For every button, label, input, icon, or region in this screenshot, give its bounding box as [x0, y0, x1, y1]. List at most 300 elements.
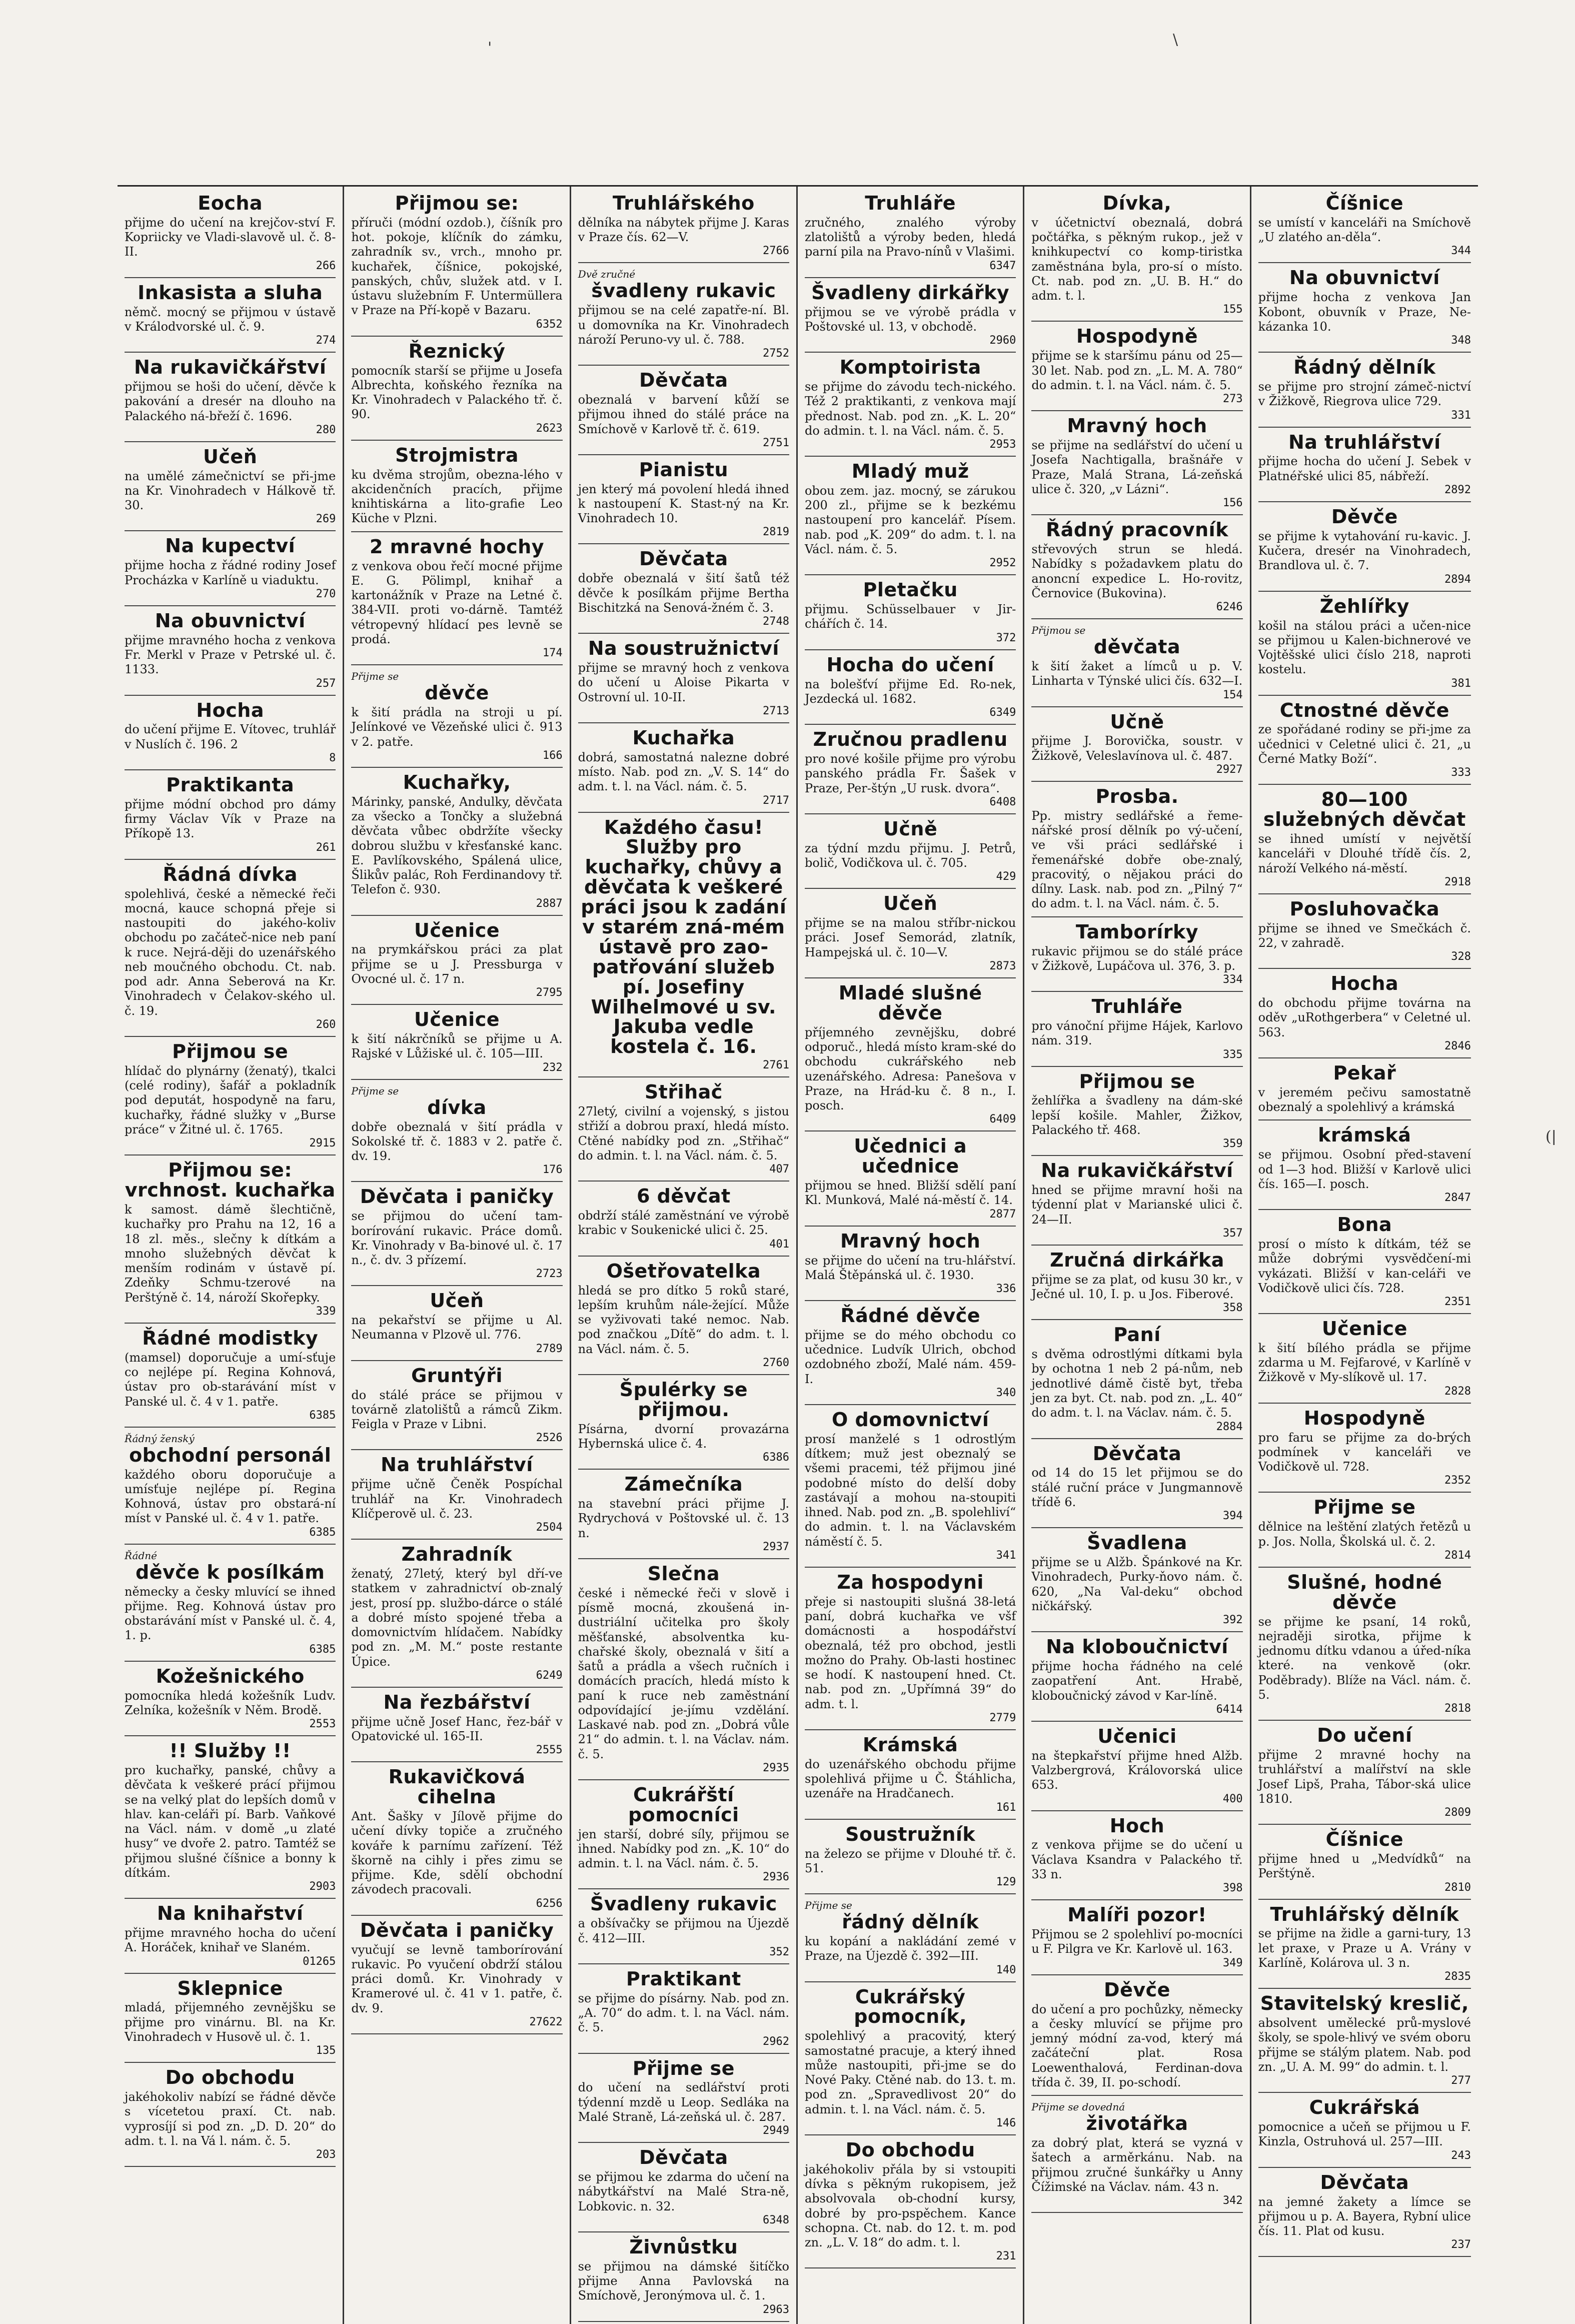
- ad-number: 270: [316, 587, 336, 600]
- classified-ad: [1258, 1827, 1471, 1899]
- ad-number: 2937: [763, 1540, 789, 1553]
- ad-heading: Na obuvnictví: [155, 609, 306, 632]
- ad-heading: Číšnice: [1325, 192, 1404, 214]
- ad-heading: Učeň: [203, 445, 258, 468]
- ad-heading: Gruntýři: [411, 1364, 503, 1387]
- ad-text: dobrá, samostatná nalezne dobré místo. Nab. pod zn. „V. S. 14“ do adm. t. l. na Václ. nám. č. 5.: [578, 750, 789, 794]
- ad-text: mladá, přijemného zevnějšku se přijme pro vinárnu. Bl. na Kr. Vinohradech v Husově ul. č. 1.: [125, 2000, 336, 2044]
- classified-ad: [1258, 971, 1471, 1058]
- classified-ad: [578, 191, 789, 263]
- ad-text: spolehlivý a pracovitý, který samostatné pracuje, a který ihned může nastoupiti, při-jme se do Nové Paky. Ctěné nab. do 13. t. m. pod zn. „Spravedlivost 20“ do admin. t. l. na Václ. nám. č. 5.: [805, 2029, 1016, 2116]
- classified-ad: [125, 191, 336, 278]
- ad-text: české i německé řeči v slově i písmě mocná, zkoušená in-dustriální učitelka pro školy měšťanské, absolventka ku-chařské školy, obeznalá v šití a šatů a prádla a všech ručních i domácích pracích, hledá místo k paní k ruce neb zaměstnání odpovídající je-jímu vzdělání. Laskavé nab. pod zn. „Dobrá vůle 21“ do admin. t. l. na Václav. nám. č. 5.: [578, 1586, 789, 1761]
- ad-number: 358: [1222, 1302, 1243, 1315]
- ad-heading: Řádné děvče: [840, 1305, 981, 1327]
- ad-heading: Zručnou pradlenu: [813, 728, 1008, 751]
- ad-text: na bolešťví přijme Ed. Ro-nek, Jezdecká ul. 1682.: [805, 677, 1016, 706]
- ad-heading: O domovnictví: [831, 1408, 989, 1431]
- classified-ad: [805, 459, 1016, 575]
- classified-ad: [1258, 504, 1471, 592]
- ad-number: 155: [1222, 303, 1243, 316]
- ad-heading: Do obchodu: [165, 2066, 295, 2089]
- ad-heading: Posluhovačka: [1289, 897, 1440, 920]
- ad-heading: Truhlářský dělník: [1270, 1903, 1459, 1925]
- ad-column: [1024, 187, 1251, 2324]
- classified-ad: [805, 577, 1016, 650]
- ad-number: 372: [996, 631, 1016, 644]
- ad-heading: Přijmou se: [1079, 1070, 1195, 1092]
- classified-ad: [1031, 784, 1242, 917]
- ad-heading: Ctnostné děvče: [1279, 699, 1449, 721]
- ad-text: k šití prádla na stroji u pí. Jelínkové ve Vězeňské ulici č. 913 v 2. patře.: [351, 705, 563, 749]
- ad-number: 6347: [989, 259, 1016, 272]
- classified-ad: [125, 355, 336, 442]
- ad-text: pro faru se přijme za do-brých podmínek v kanceláři ve Vodičkově ul. 728.: [1258, 1430, 1471, 1474]
- ad-heading: Žehlířky: [1319, 595, 1409, 617]
- ad-number: 2717: [763, 794, 789, 807]
- ad-heading: Cukrářská: [1309, 2096, 1420, 2119]
- ad-number: 154: [1222, 688, 1243, 701]
- ad-number: 2887: [536, 897, 563, 910]
- ad-number: 2555: [536, 1744, 563, 1757]
- ad-number: 2748: [763, 615, 789, 628]
- ad-text: přijme 2 mravné hochy na truhlářství a malířství na skle Josef Lipš, Praha, Tábor-ská ulice 1810.: [1258, 1748, 1471, 1806]
- ad-heading: Děvčata: [1320, 2171, 1409, 2193]
- ad-heading: Špulérky se přijmou.: [619, 1378, 748, 1421]
- ad-heading: Stavitelský kreslič,: [1260, 1992, 1469, 2015]
- ad-heading: Na rukavičkářství: [1041, 1159, 1233, 1182]
- ad-number: 232: [542, 1061, 563, 1074]
- ad-heading: Střihač: [644, 1081, 723, 1103]
- ad-number: 429: [996, 870, 1016, 883]
- ad-number: 2810: [1444, 1881, 1471, 1894]
- ad-number: 2526: [536, 1432, 563, 1445]
- ad-text: Pp. mistry sedlářské a řeme-nářské prosí dělník po vý-učení, ve vši práci sedlářské i řemenářské dobře obe-znalý, pracovitý, o nějakou práci do dílny. Lask. nab. pod zn. „Pilný 7“ do adm. t. l. na Václ. nám. č. 5.: [1031, 808, 1243, 911]
- classified-ad: [125, 1738, 336, 1899]
- ad-heading: Přijmou se: vrchnost. kuchařka: [125, 1159, 336, 1202]
- ad-text: každého oboru doporučuje a umísťuje nejlépe pí. Regina Kohnová, ústav pro obstará-ní míst v Panské ul. č. 4 v 1. patře.: [125, 1467, 336, 1526]
- ad-heading: Řeznický: [408, 340, 506, 362]
- ad-heading: Hocha: [196, 699, 264, 721]
- ad-number: 344: [1451, 245, 1471, 258]
- ad-number: 129: [996, 1876, 1016, 1889]
- classified-ad: [578, 1472, 789, 1559]
- classified-ad: [125, 1039, 336, 1155]
- classified-ad: [351, 918, 562, 1005]
- ad-heading: Mladé slušné děvče: [838, 981, 982, 1024]
- ad-heading: Na řezbářství: [383, 1691, 531, 1713]
- ad-heading: Truhláře: [1091, 995, 1183, 1018]
- ad-heading: Soustružník: [845, 1823, 976, 1845]
- ad-heading: Rukavičková cihelna: [388, 1766, 526, 1808]
- ad-text: do učení přijme E. Vítovec, truhlář v Nuslích č. 196. 2: [125, 722, 336, 751]
- ad-heading: Hocha do učení: [826, 653, 994, 676]
- ad-number: 349: [1222, 1956, 1243, 1969]
- ad-number: 2504: [536, 1521, 563, 1534]
- ad-heading: Děvčata: [639, 548, 728, 570]
- ad-number: 2952: [989, 557, 1016, 570]
- ad-text: se přijmou do učení tam-borírování rukavic. Práce domů. Kr. Vinohrady v Ba-binové ul. č. 17 n., č. dv. 3 přízemí.: [351, 1209, 563, 1268]
- ad-text: přijme se k staršímu pánu od 25—30 let. Nab. pod zn. „L. M. A. 780“ do admin. t. l. na Václ. nám. č. 5.: [1031, 349, 1243, 392]
- classified-ad: [351, 667, 562, 768]
- ad-number: 2351: [1444, 1296, 1471, 1309]
- ad-text: přijme se mravný hoch z venkova do učení u Aloise Pikarta v Ostrovní ul. 10-II.: [578, 661, 789, 704]
- ad-heading: Komptoirista: [839, 356, 981, 379]
- classified-ad: [125, 1976, 336, 2063]
- ad-text: prosí o místo k dítkám, též se může dobrými vysvědčení-mi vykázati. Bližší v kan-celáři ve Vodičkově ulici čís. 728.: [1258, 1237, 1471, 1295]
- ad-heading: Řádná dívka: [163, 863, 298, 885]
- ad-text: ze spořádané rodiny se při-jme za učednici v Celetné ulici č. 21, „u Černé Matky Boží“.: [1258, 722, 1471, 766]
- ad-text: příruči (módní ozdob.), číšník pro hot. pokoje, klíčník do zámku, zahradník sv., vrch., mnoho pr. kuchařek, číšnice, pokojské, panských, chův, služek atd. v I. ústavu služebním F. Untermüllera v Praze na Pří-kopě v Bazaru.: [351, 215, 563, 318]
- ad-text: se umístí v kanceláři na Smíchově „U zlatého an-děla“.: [1258, 215, 1471, 245]
- classified-ad: [125, 2065, 336, 2167]
- ad-number: 140: [996, 1963, 1016, 1976]
- ad-text: přijme se u Alžb. Špánkové na Kr. Vinohradech, Purky-ňovo nám. č. 620, „Na Val-deku“ obchod ničkářský.: [1031, 1555, 1243, 1613]
- classified-ad: [1258, 265, 1471, 353]
- ad-heading: Řádný dělník: [1293, 356, 1436, 379]
- classified-ad: [1258, 2170, 1471, 2257]
- ad-text: v účetnictví obeznalá, dobrá počtářka, s pěkným rukop., jež v knihkupectví co komp-tiristka zaměstnána byla, pro-sí o místo. Ct. nab. pod zn. „U. B. H.“ do adm. t. l.: [1031, 215, 1243, 303]
- ad-text: na pekařství se přijme u Al. Neumanna v Plzově ul. 776.: [351, 1313, 563, 1342]
- classified-ad: [805, 355, 1016, 457]
- classified-ad: [805, 1822, 1016, 1894]
- classified-ad: [351, 1918, 562, 2034]
- ad-number: 2623: [536, 422, 563, 435]
- ad-prefix: Řádné: [125, 1549, 157, 1562]
- ad-text: a obšívačky se přijmou na Újezdě č. 412—III.: [578, 1916, 789, 1945]
- ad-heading: Krámská: [862, 1734, 958, 1756]
- ad-heading: Cukrářský pomocník,: [854, 1985, 967, 2028]
- ad-number: 348: [1451, 334, 1471, 347]
- ad-text: přijme J. Borovička, soustr. v Žižkově, Veleslavínova ul. č. 487.: [1031, 734, 1243, 763]
- classified-ad: [351, 1184, 562, 1286]
- ad-heading: Eocha: [198, 192, 263, 214]
- ad-heading: Děvčata: [639, 369, 728, 392]
- classified-ad: [1258, 355, 1471, 427]
- classified-ad: [351, 534, 562, 665]
- classified-ad: [805, 980, 1016, 1131]
- ad-text: pro kuchařky, panské, chůvy a děvčata k veškeré prácí přijmou se na velký plat do lepších domů v hlav. kan-celáři pí. Barb. Vaňkové na Václ. nám. v domě „u zlaté husy“ ve dvoře 2. patro. Tamtéž se přijmou slušné číšnice a bonny k dítkám.: [125, 1763, 336, 1880]
- classified-ad: [805, 280, 1016, 353]
- classified-ad: [805, 727, 1016, 814]
- classified-ad: [578, 2145, 789, 2232]
- ad-heading: švadleny rukavic: [591, 280, 776, 302]
- ad-text: přijme se do mého obchodu co učednice. Ludvík Ulrich, obchod ozdobného zboží, Malé nám. 459-I.: [805, 1328, 1016, 1386]
- ad-text: se přijme na sedlářství do učení u Josefa Nachtigalla, brašnáře v Praze, Malá Strana, Lá-zeňská ulice č. 320, „v Lázni“.: [1031, 438, 1243, 496]
- ad-number: 8: [329, 752, 336, 765]
- ad-heading: dívka: [427, 1096, 487, 1118]
- ad-number: 2352: [1444, 1474, 1471, 1487]
- ad-heading: Malíři pozor!: [1067, 1904, 1207, 1926]
- ad-number: 261: [316, 841, 336, 854]
- ad-number: 2713: [763, 704, 789, 717]
- ad-number: 340: [996, 1386, 1016, 1399]
- classified-ad: [578, 1259, 789, 1375]
- classified-ad: [1031, 1902, 1242, 1975]
- ad-text: do obchodu přijme továrna na oděv „uRothgerbera“ v Celetné ul. 563.: [1258, 996, 1471, 1039]
- classified-ad: [578, 2234, 789, 2322]
- ad-heading: Ošetřovatelka: [606, 1260, 761, 1282]
- ad-text: pomocníka hledá kožešník Ludv. Zelníka, kožešník v Něm. Brodě.: [125, 1688, 336, 1717]
- ad-text: přijmou se hoši do učení, děvče k pakování a dresér na dlouho na Palackého ná-břeží č. 1696.: [125, 380, 336, 423]
- ad-number: 01265: [303, 1955, 336, 1968]
- classified-ad: [125, 533, 336, 606]
- classified-ad: [805, 191, 1016, 278]
- ad-number: 2915: [309, 1137, 336, 1150]
- ad-text: se přijme do písárny. Nab. pod zn. „A. 70“ do adm. t. l. na Václ. nám. č. 5.: [578, 1991, 789, 2035]
- ad-text: od 14 do 15 let přijmou se do stálé ruční práce v Jungmannově třídě 6.: [1031, 1466, 1243, 1509]
- ad-text: hledá se pro dítko 5 roků staré, lepším kruhům nále-žející. Může se vyživovati také nemoc. Nab. pod značkou „Dítě“ do adm. t. l. na Václ. nám. č. 5.: [578, 1283, 789, 1356]
- ad-heading: Kuchařka: [632, 726, 735, 749]
- ad-heading: Na truhlářství: [381, 1454, 533, 1476]
- ad-number: 2963: [763, 2303, 789, 2316]
- ad-text: se přijmou ke zdarma do učení na nábytkářství na Malé Stra-ně, Lobkovic. n. 32.: [578, 2170, 789, 2213]
- ad-heading: Sklepnice: [177, 1977, 283, 1999]
- ad-heading: Zahradník: [401, 1543, 513, 1566]
- ad-number: 6408: [989, 795, 1016, 808]
- ad-heading: Hocha: [1330, 972, 1399, 995]
- classified-ad: [1031, 994, 1242, 1066]
- ad-heading: Přijme se: [632, 2057, 735, 2079]
- ad-number: 6385: [309, 1643, 336, 1656]
- ad-number: 6249: [536, 1669, 563, 1682]
- classified-ad: [578, 1184, 789, 1256]
- classified-ad: [805, 1303, 1016, 1405]
- ad-heading: Číšnice: [1325, 1828, 1404, 1851]
- ad-number: 273: [1222, 393, 1243, 406]
- classified-ad: [805, 1133, 1016, 1226]
- ad-number: 394: [1222, 1510, 1243, 1523]
- ad-number: 2936: [763, 1871, 789, 1884]
- ad-heading: Paní: [1113, 1324, 1161, 1346]
- classified-ad: [1258, 1570, 1471, 1721]
- ad-heading: Praktikanta: [166, 774, 295, 796]
- ad-heading: Děvče: [1104, 1978, 1170, 2001]
- ad-text: k šití nákrčníků se přijme u A. Rajské v Lůžiské ul. č. 105—III.: [351, 1032, 563, 1061]
- ad-text: na prymkářskou práci za plat přijme se u J. Pressburga v Ovocné ul. č. 17 n.: [351, 942, 563, 986]
- classified-ad: [351, 1690, 562, 1762]
- ad-number: 2752: [763, 347, 789, 360]
- ad-text: vyučují se levně tamborírování rukavic. Po vyučení obdrží stálou práci domů. Kr. Vinohrady v Kramerové ul. č. 41 v 1. patře, č. dv. 9.: [351, 1942, 563, 2015]
- ad-number: 2814: [1444, 1549, 1471, 1562]
- classified-ad: [351, 1764, 562, 1915]
- ad-text: rukavic přijmou se do stálé práce v Žižkově, Lupáčova ul. 376, 3. p.: [1031, 944, 1243, 973]
- ad-heading: Mladý muž: [851, 460, 969, 483]
- classified-ad: [1031, 1724, 1242, 1811]
- ad-number: 27622: [529, 2015, 563, 2028]
- ad-text: obou zem. jaz. mocný, se zárukou 200 zl., přijme se k bezkému nastoupení pro kancelář. Písem. nab. pod „K. 209“ do adm. t. l. na Václ. nám. č. 5.: [805, 483, 1016, 557]
- classified-ad: [578, 636, 789, 723]
- ad-text: přijme módní obchod pro dámy firmy Václav Vík v Praze na Příkopě 13.: [125, 797, 336, 841]
- ad-heading: Děvčata i paničky: [360, 1186, 554, 1208]
- ad-heading: Praktikant: [626, 1967, 741, 1990]
- ad-heading: Za hospodyni: [837, 1571, 984, 1593]
- ad-number: 2819: [763, 526, 789, 539]
- ad-number: 6409: [989, 1113, 1016, 1126]
- classified-ad: [578, 457, 789, 545]
- ad-text: k šití bílého prádla se přijme zdarma u M. Fejfarové, v Karlíně v Žižkově v My-slíkově ul. 17.: [1258, 1341, 1471, 1385]
- ad-column: [798, 187, 1024, 2324]
- classified-ad: [1031, 324, 1242, 411]
- ad-number: 2766: [763, 245, 789, 258]
- classified-ad: [125, 608, 336, 696]
- ad-text: k šití žaket a límců u p. V. Linharta v Týnské ulici čís. 632—I.: [1031, 659, 1243, 688]
- ad-text: z venkova přijme se do učení u Václava Ksandra v Palackého tř. 33 n.: [1031, 1838, 1243, 1881]
- ad-text: absolvent umělecké prů-myslové školy, se spole-hlivý ve svém oboru přijme se stálým platem. Nab. pod zn. „U. A. M. 99“ do admin. t. l.: [1258, 2016, 1471, 2074]
- ad-text: obdrží stálé zaměstnání ve výrobě krabic v Soukenické ulici č. 25.: [578, 1209, 789, 1238]
- ad-number: 333: [1451, 766, 1471, 779]
- ad-prefix: Dvě zručné: [578, 268, 636, 281]
- classified-ad: [351, 443, 562, 532]
- ad-heading: Řádný pracovník: [1045, 519, 1228, 541]
- classified-ad: [125, 1157, 336, 1324]
- ad-heading: Zámečníka: [624, 1473, 743, 1496]
- ad-text: pro vánoční přijme Hájek, Karlovo nám. 319.: [1031, 1018, 1243, 1048]
- classified-ad: [125, 698, 336, 770]
- ad-text: se přijme k vytahování ru-kavic. J. Kučera, dresér na Vinohradech, Brandlova ul. č. 7.: [1258, 529, 1471, 573]
- classified-ad: [351, 1007, 562, 1079]
- ad-text: zručného, znalého výroby zlatolištů a výroby beden, hledá parní pila na Pravo-nínů v Vlašimi.: [805, 215, 1016, 259]
- classified-ad: [1258, 698, 1471, 785]
- ad-heading: Učně: [1110, 710, 1164, 733]
- ad-heading: Přijmou se: [172, 1040, 289, 1062]
- ad-heading: Na rukavičkářství: [134, 356, 327, 379]
- ad-heading: Slečna: [647, 1562, 720, 1585]
- ad-text: se přijme pro strojní zámeč-nictví v Žižkově, Riegrova ulice 729.: [1258, 380, 1471, 409]
- classified-ad: [1258, 2095, 1471, 2167]
- classified-ad: [1031, 1069, 1242, 1156]
- classified-ad: [351, 770, 562, 916]
- ad-text: přijme mravného hocha z venkova Fr. Merkl v Praze v Petrské ul. č. 1133.: [125, 633, 336, 677]
- ad-number: 2751: [763, 436, 789, 449]
- ad-number: 237: [1451, 2238, 1471, 2251]
- classified-ad: [125, 772, 336, 860]
- ad-text: Písárna, dvorní provazárna Hybernská ulice č. 4.: [578, 1422, 789, 1451]
- ad-text: v jeremém pečivu samostatně obeznalý a spolehlivý a krámská: [1258, 1085, 1471, 1114]
- classified-ad: [125, 1430, 336, 1545]
- ad-heading: Každého času! Služby pro kuchařky, chůvy a děvčata k veškeré práci jsou k zadání v starém zná-mém ústavě pro zao-patřování služeb pí. Josefiny Wilhelmové u sv. Jakuba vedle kostela č. 16.: [581, 816, 787, 1058]
- ad-heading: Učeň: [430, 1290, 484, 1312]
- ad-text: přijmou se hned. Bližší sdělí paní Kl. Munková, Malé ná-městí č. 14.: [805, 1179, 1016, 1208]
- classified-ad: [351, 191, 562, 337]
- ad-text: na umělé zámečnictví se při-jme na Kr. Vinohradech v Hálkově tř. 30.: [125, 469, 336, 513]
- ad-prefix: Řádný ženský: [125, 1432, 195, 1445]
- ad-column: [118, 187, 344, 2324]
- ad-number: 176: [542, 1164, 563, 1177]
- ad-heading: Děvčata i paničky: [360, 1919, 554, 1941]
- ad-number: 2949: [763, 2124, 789, 2137]
- ad-text: německy a česky mluvící se ihned přijme. Reg. Kohnová ústav pro obstarávání míst v Panské ul. č. 4, 1. p.: [125, 1584, 336, 1643]
- ad-text: se přijmou na dámské šitíčko přijme Anna Pavlovská na Smíchově, Jeronýmova ul. č. 1.: [578, 2259, 789, 2303]
- ad-number: 280: [316, 423, 336, 436]
- ad-heading: Hospodyně: [1076, 325, 1198, 348]
- ad-text: ku dvěma strojům, obezna-lého v akcidenčních pracích, přijme knihtiskárna a lito-grafie Leo Küche v Plzni.: [351, 467, 563, 526]
- classified-ad: [578, 1561, 789, 1780]
- classified-ad: [1258, 1991, 1471, 2093]
- ad-text: pro nové košile přijme pro výrobu panského prádla Fr. Šašek v Praze, Per-štýn „U rusk. dvora“.: [805, 752, 1016, 795]
- ad-number: 2553: [309, 1718, 336, 1731]
- ad-number: 328: [1451, 950, 1471, 963]
- ad-number: 2760: [763, 1356, 789, 1369]
- ad-heading: Pekař: [1333, 1061, 1396, 1084]
- ad-heading: Kožešnického: [156, 1665, 305, 1687]
- classified-ad: [805, 1407, 1016, 1568]
- ad-text: na jemné žakety a límce se přijmou u p. A. Bayera, Rybní ulice čís. 11. Plat od kusu.: [1258, 2194, 1471, 2238]
- classified-ad: [1258, 594, 1471, 696]
- ad-text: se ihned umístí v největší kanceláři v Dlouhé třídě čís. 2, nároží Velkého ná-městí.: [1258, 832, 1471, 875]
- ad-number: 401: [769, 1238, 789, 1251]
- ad-heading: Učně: [883, 817, 938, 840]
- ad-prefix: Přijme se: [805, 1899, 852, 1912]
- ad-text: přijme hned u „Medvídků“ na Perštýně.: [1258, 1852, 1471, 1881]
- ad-text: dobře obeznalá v šití prádla v Sokolské tř. č. 1883 v 2. patře č. dv. 19.: [351, 1119, 563, 1164]
- classified-ad: [805, 1896, 1016, 1982]
- ad-heading: Švadleny rukavic: [590, 1893, 777, 1915]
- ad-text: jakéhokoliv přála by si vstoupiti dívka s pěkným rukopisem, jež absolvovala ob-chodní kursy, dobré by pro-pspěchem. Kance schopna. Ct. nab. do 12. t. m. pod zn. „L. V. 18“ do adm. t. l.: [805, 2162, 1016, 2250]
- ad-number: 407: [769, 1163, 789, 1176]
- classified-ad: [1031, 1158, 1242, 1246]
- ad-number: 2846: [1444, 1039, 1471, 1052]
- classified-ad: [125, 1326, 336, 1428]
- ad-heading: krámská: [1318, 1124, 1411, 1146]
- ad-text: do učení na sedlářství proti týdenní mzdě u Leop. Sedláka na Malé Straně, Lá-zeňská ul. č. 287.: [578, 2080, 789, 2124]
- classified-ad: [1031, 1248, 1242, 1320]
- ad-text: dělnice na leštění zlatých řetězů u p. Jos. Nolla, Školská ul. č. 2.: [1258, 1520, 1471, 1549]
- ad-number: 231: [996, 2250, 1016, 2263]
- ad-text: žehlířka a švadleny na dám-ské lepší košile. Mahler, Žižkov, Palackého tř. 468.: [1031, 1093, 1243, 1137]
- ad-heading: Zručná dirkářka: [1050, 1249, 1224, 1271]
- ad-text: do stálé práce se přijmou v továrně zlatolištů a rámců Zikm. Feigla v Praze v Libni.: [351, 1388, 563, 1432]
- classified-ad: [578, 1782, 789, 1890]
- scan-mark-top-left: ': [488, 39, 492, 57]
- ad-number: 257: [316, 677, 336, 690]
- ad-heading: 6 děvčat: [636, 1185, 731, 1208]
- classified-ad: [805, 2137, 1016, 2268]
- ad-text: na štepkařství přijme hned Alžb. Valzbergrová, Královorská ulice 653.: [1031, 1748, 1243, 1792]
- ad-number: 398: [1222, 1882, 1243, 1895]
- classified-ad: [578, 1891, 789, 1964]
- classified-ad: [351, 1288, 562, 1361]
- ad-number: 2795: [536, 986, 563, 999]
- ad-number: 2877: [989, 1208, 1016, 1221]
- classified-ad: [1258, 1122, 1471, 1210]
- ad-heading: Učenice: [414, 919, 500, 941]
- ad-column: [1251, 187, 1478, 2324]
- ad-number: 266: [316, 259, 336, 272]
- ad-number: 381: [1451, 677, 1471, 690]
- classified-ad: [1031, 1813, 1242, 1901]
- ad-heading: Děvčata: [639, 2146, 728, 2169]
- classified-ad: [351, 1363, 562, 1451]
- ad-heading: Hospodyně: [1303, 1407, 1425, 1429]
- ad-number: 6385: [309, 1526, 336, 1539]
- ad-heading: !! Služby !!: [169, 1740, 291, 1762]
- ad-number: 359: [1222, 1137, 1243, 1150]
- ad-text: na stavební práci přijme J. Rydrychová v Poštovské ul. č. 13 n.: [578, 1497, 789, 1540]
- ad-number: 392: [1222, 1614, 1243, 1627]
- classified-ad: [351, 1082, 562, 1183]
- classified-ad: [1031, 413, 1242, 515]
- ad-heading: Inkasista a sluha: [138, 281, 323, 304]
- ad-heading: Přijmou se:: [395, 192, 519, 214]
- ad-text: přijme hocha z venkova Jan Kobont, obuvník v Praze, Ne-kázanka 10.: [1258, 290, 1471, 334]
- classified-ad: [805, 652, 1016, 725]
- classified-ad: [805, 1570, 1016, 1730]
- ad-heading: Děvče: [1331, 505, 1398, 528]
- ad-number: 2894: [1444, 573, 1471, 586]
- ad-text: přijmou se na celé zapatře-ní. Bl. u domovníka na Kr. Vinohradech nároží Peruno-vy ul. č. 788.: [578, 303, 789, 347]
- classified-ad: [1258, 430, 1471, 502]
